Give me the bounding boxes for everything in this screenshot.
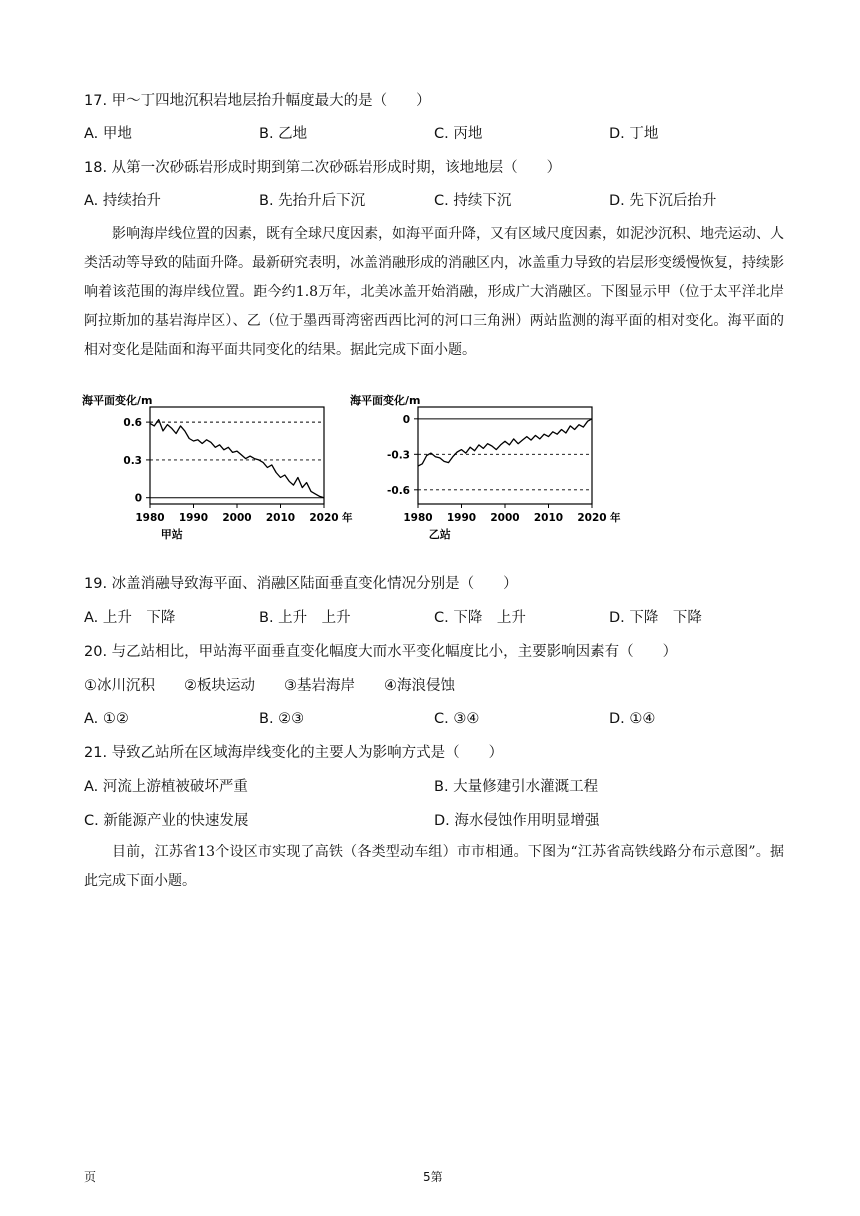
q20-option-d: D. ①④ <box>609 711 656 727</box>
q20-factors: ①冰川沉积 ②板块运动 ③基岩海岸 ④海浪侵蚀 <box>84 678 455 694</box>
yi-xtick-label-2: 2000 <box>490 512 520 524</box>
q19-option-a: A. 上升 下降 <box>84 610 176 626</box>
q18-stem: 18. 从第一次砂砾岩形成时期到第二次砂砾岩形成时期，该地地层（ ） <box>84 160 562 176</box>
jia-xtick-label-0: 1980 <box>135 512 165 524</box>
q18-option-a: A. 持续抬升 <box>84 193 161 209</box>
jia-xtick-label-3: 2010 <box>265 512 296 524</box>
q21-option-a: A. 河流上游植被破坏严重 <box>84 779 248 795</box>
q21-option-c: C. 新能源产业的快速发展 <box>84 813 249 829</box>
yi-title: 乙站 <box>428 528 451 541</box>
yi-ytick-label-2: -0.6 <box>387 484 410 497</box>
q20-stem: 20. 与乙站相比，甲站海平面垂直变化幅度大而水平变化幅度比小，主要影响因素有（ ） <box>84 644 678 660</box>
jia-ytick-label-0: 0.6 <box>123 417 142 430</box>
chart-yi-station <box>350 392 630 564</box>
jia-ytick-label-2: 0 <box>134 492 142 505</box>
jia-series-line <box>150 420 324 498</box>
yi-xlabel: 年 <box>610 512 621 524</box>
yi-series-line <box>418 419 592 466</box>
q17-option-b: B. 乙地 <box>259 126 308 142</box>
jia-xlabel: 年 <box>342 512 353 524</box>
q18-option-d: D. 先下沉后抬升 <box>609 193 717 209</box>
yi-ylabel: 海平面变化/m <box>350 394 421 407</box>
q17-option-c: C. 丙地 <box>434 126 483 142</box>
yi-xtick-label-4: 2020 <box>577 512 607 524</box>
q19-option-b: B. 上升 上升 <box>259 610 351 626</box>
yi-ytick-label-0: 0 <box>402 413 410 426</box>
jia-xtick-label-1: 1990 <box>178 512 209 524</box>
chart-jia-station <box>82 392 362 564</box>
jia-plot-frame <box>150 407 324 504</box>
q21-option-b: B. 大量修建引水灌溉工程 <box>434 779 599 795</box>
q21-stem: 21. 导致乙站所在区域海岸线变化的主要人为影响方式是（ ） <box>84 745 504 761</box>
q19-stem: 19. 冰盖消融导致海平面、消融区陆面垂直变化情况分别是（ ） <box>84 576 518 592</box>
q18-option-b: B. 先抬升后下沉 <box>259 193 366 209</box>
jia-xtick-label-2: 2000 <box>222 512 252 524</box>
yi-xtick-label-0: 1980 <box>403 512 433 524</box>
footer-page-label: 页 <box>84 1170 97 1184</box>
q17-stem: 17. 甲～丁四地沉积岩地层抬升幅度最大的是（ ） <box>84 93 431 109</box>
jia-xtick-label-4: 2020 <box>309 512 339 524</box>
passage-jiangsu-rail: 目前，江苏省13个设区市实现了高铁（各类型动车组）市市相通。下图为“江苏省高铁线路分布示意图”。据此完成下面小题。 <box>84 844 784 889</box>
q20-option-b: B. ②③ <box>259 711 305 727</box>
q21-option-d: D. 海水侵蚀作用明显增强 <box>434 813 600 829</box>
jia-ylabel: 海平面变化/m <box>82 394 153 407</box>
yi-ytick-label-1: -0.3 <box>387 449 410 462</box>
q19-option-c: C. 下降 上升 <box>434 610 526 626</box>
jia-title: 甲站 <box>160 528 183 541</box>
q18-option-c: C. 持续下沉 <box>434 193 512 209</box>
yi-xtick-label-3: 2010 <box>533 512 564 524</box>
jia-ytick-label-1: 0.3 <box>123 454 142 467</box>
q17-option-a: A. 甲地 <box>84 126 132 142</box>
q19-option-d: D. 下降 下降 <box>609 610 702 626</box>
footer-page-number: 5第 <box>423 1170 443 1184</box>
q17-option-d: D. 丁地 <box>609 126 659 142</box>
yi-xtick-label-1: 1990 <box>446 512 477 524</box>
q20-option-c: C. ③④ <box>434 711 480 727</box>
passage-sea-level: 影响海岸线位置的因素，既有全球尺度因素，如海平面升降，又有区域尺度因素，如泥沙沉积、地壳运动、人类活动等导致的陆面升降。最新研究表明，冰盖消融形成的消融区内，冰盖重力导致的岩层形变缓慢恢复，持续影响着该范围的海岸线位置。距今约1.8万年，北美冰盖开始消融，形成广大消融区。下图显示甲（位于太平洋北岸阿拉斯加的基岩海岸区）、乙（位于墨西哥湾密西西比河的河口三角洲）两站监测的海平面的相对变化。海平面的相对变化是陆面和海平面共同变化的结果。据此完成下面小题。 <box>84 226 784 358</box>
q20-option-a: A. ①② <box>84 711 129 727</box>
